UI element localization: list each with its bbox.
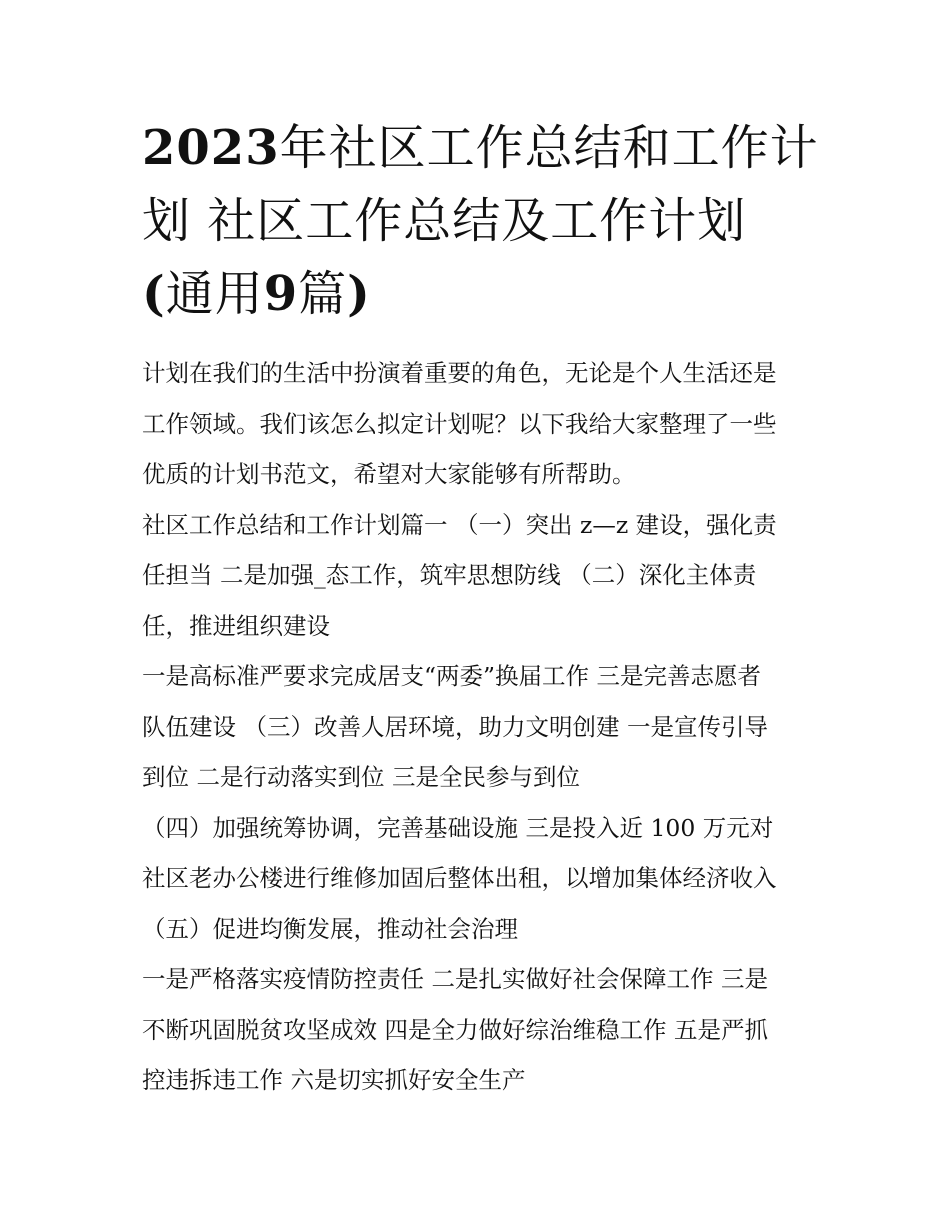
title-text-1: 年社区工作总结和工作计 [279,120,819,176]
text-line: （五）促进均衡发展，推动社会治理 [142,914,518,943]
title-line-3 [142,258,822,331]
text-line: 控违拆违工作 六是切实抓好安全生产 [142,1066,526,1094]
text-line: 社区老办公楼进行维修加固后整体出租，以增加集体经济收入 [142,864,777,892]
text-line: 一是严格落实疫情防控责任 二是扎实做好社会保障工作 三是 [142,965,768,993]
text-line: （四）加强统筹协调，完善基础设施 三是投入近 100 万元对 [142,813,774,842]
document-page [142,112,822,1106]
title-text-3b: 篇 [298,266,348,322]
text-line: 任担当 二是加强_态工作，筑牢思想防线 （二）深化主体责 [142,561,757,589]
paragraph-infrastructure [142,803,822,955]
paragraph-governance [142,954,822,1106]
text-line: 到位 二是行动落实到位 三是全民参与到位 [142,763,580,791]
document-title [142,112,822,331]
title-paren-close: ) [347,266,371,322]
text-line: 任，推进组织建设 [142,611,330,640]
text-line: 计划在我们的生活中扮演着重要的角色，无论是个人生活还是 [142,359,777,387]
title-year: 2023 [142,120,280,176]
text-line: 社区工作总结和工作计划篇一 （一）突出 z—z 建设，强化责 [142,510,777,539]
paragraph-intro [142,348,822,500]
text-line: 一是高标准严要求完成居支“两委”换届工作 三是完善志愿者 [142,662,761,690]
paragraph-section-one [142,500,822,652]
title-line-2: 划 社区工作总结及工作计划 [142,193,747,249]
text-line: 队伍建设 （三）改善人居环境，助力文明创建 一是宣传引导 [142,712,768,741]
title-count: 9 [263,266,299,322]
text-line: 优质的计划书范文，希望对大家能够有所帮助。 [142,460,636,488]
text-line: 工作领域。我们该怎么拟定计划呢？以下我给大家整理了一些 [142,409,777,438]
text-line: 不断巩固脱贫攻坚成效 四是全力做好综治维稳工作 五是严抓 [142,1015,768,1044]
title-line-1 [142,112,822,185]
paragraph-organization [142,651,822,803]
title-text-3a: 通用 [165,266,264,322]
document-body [142,348,822,1106]
title-paren-open: ( [142,266,166,322]
